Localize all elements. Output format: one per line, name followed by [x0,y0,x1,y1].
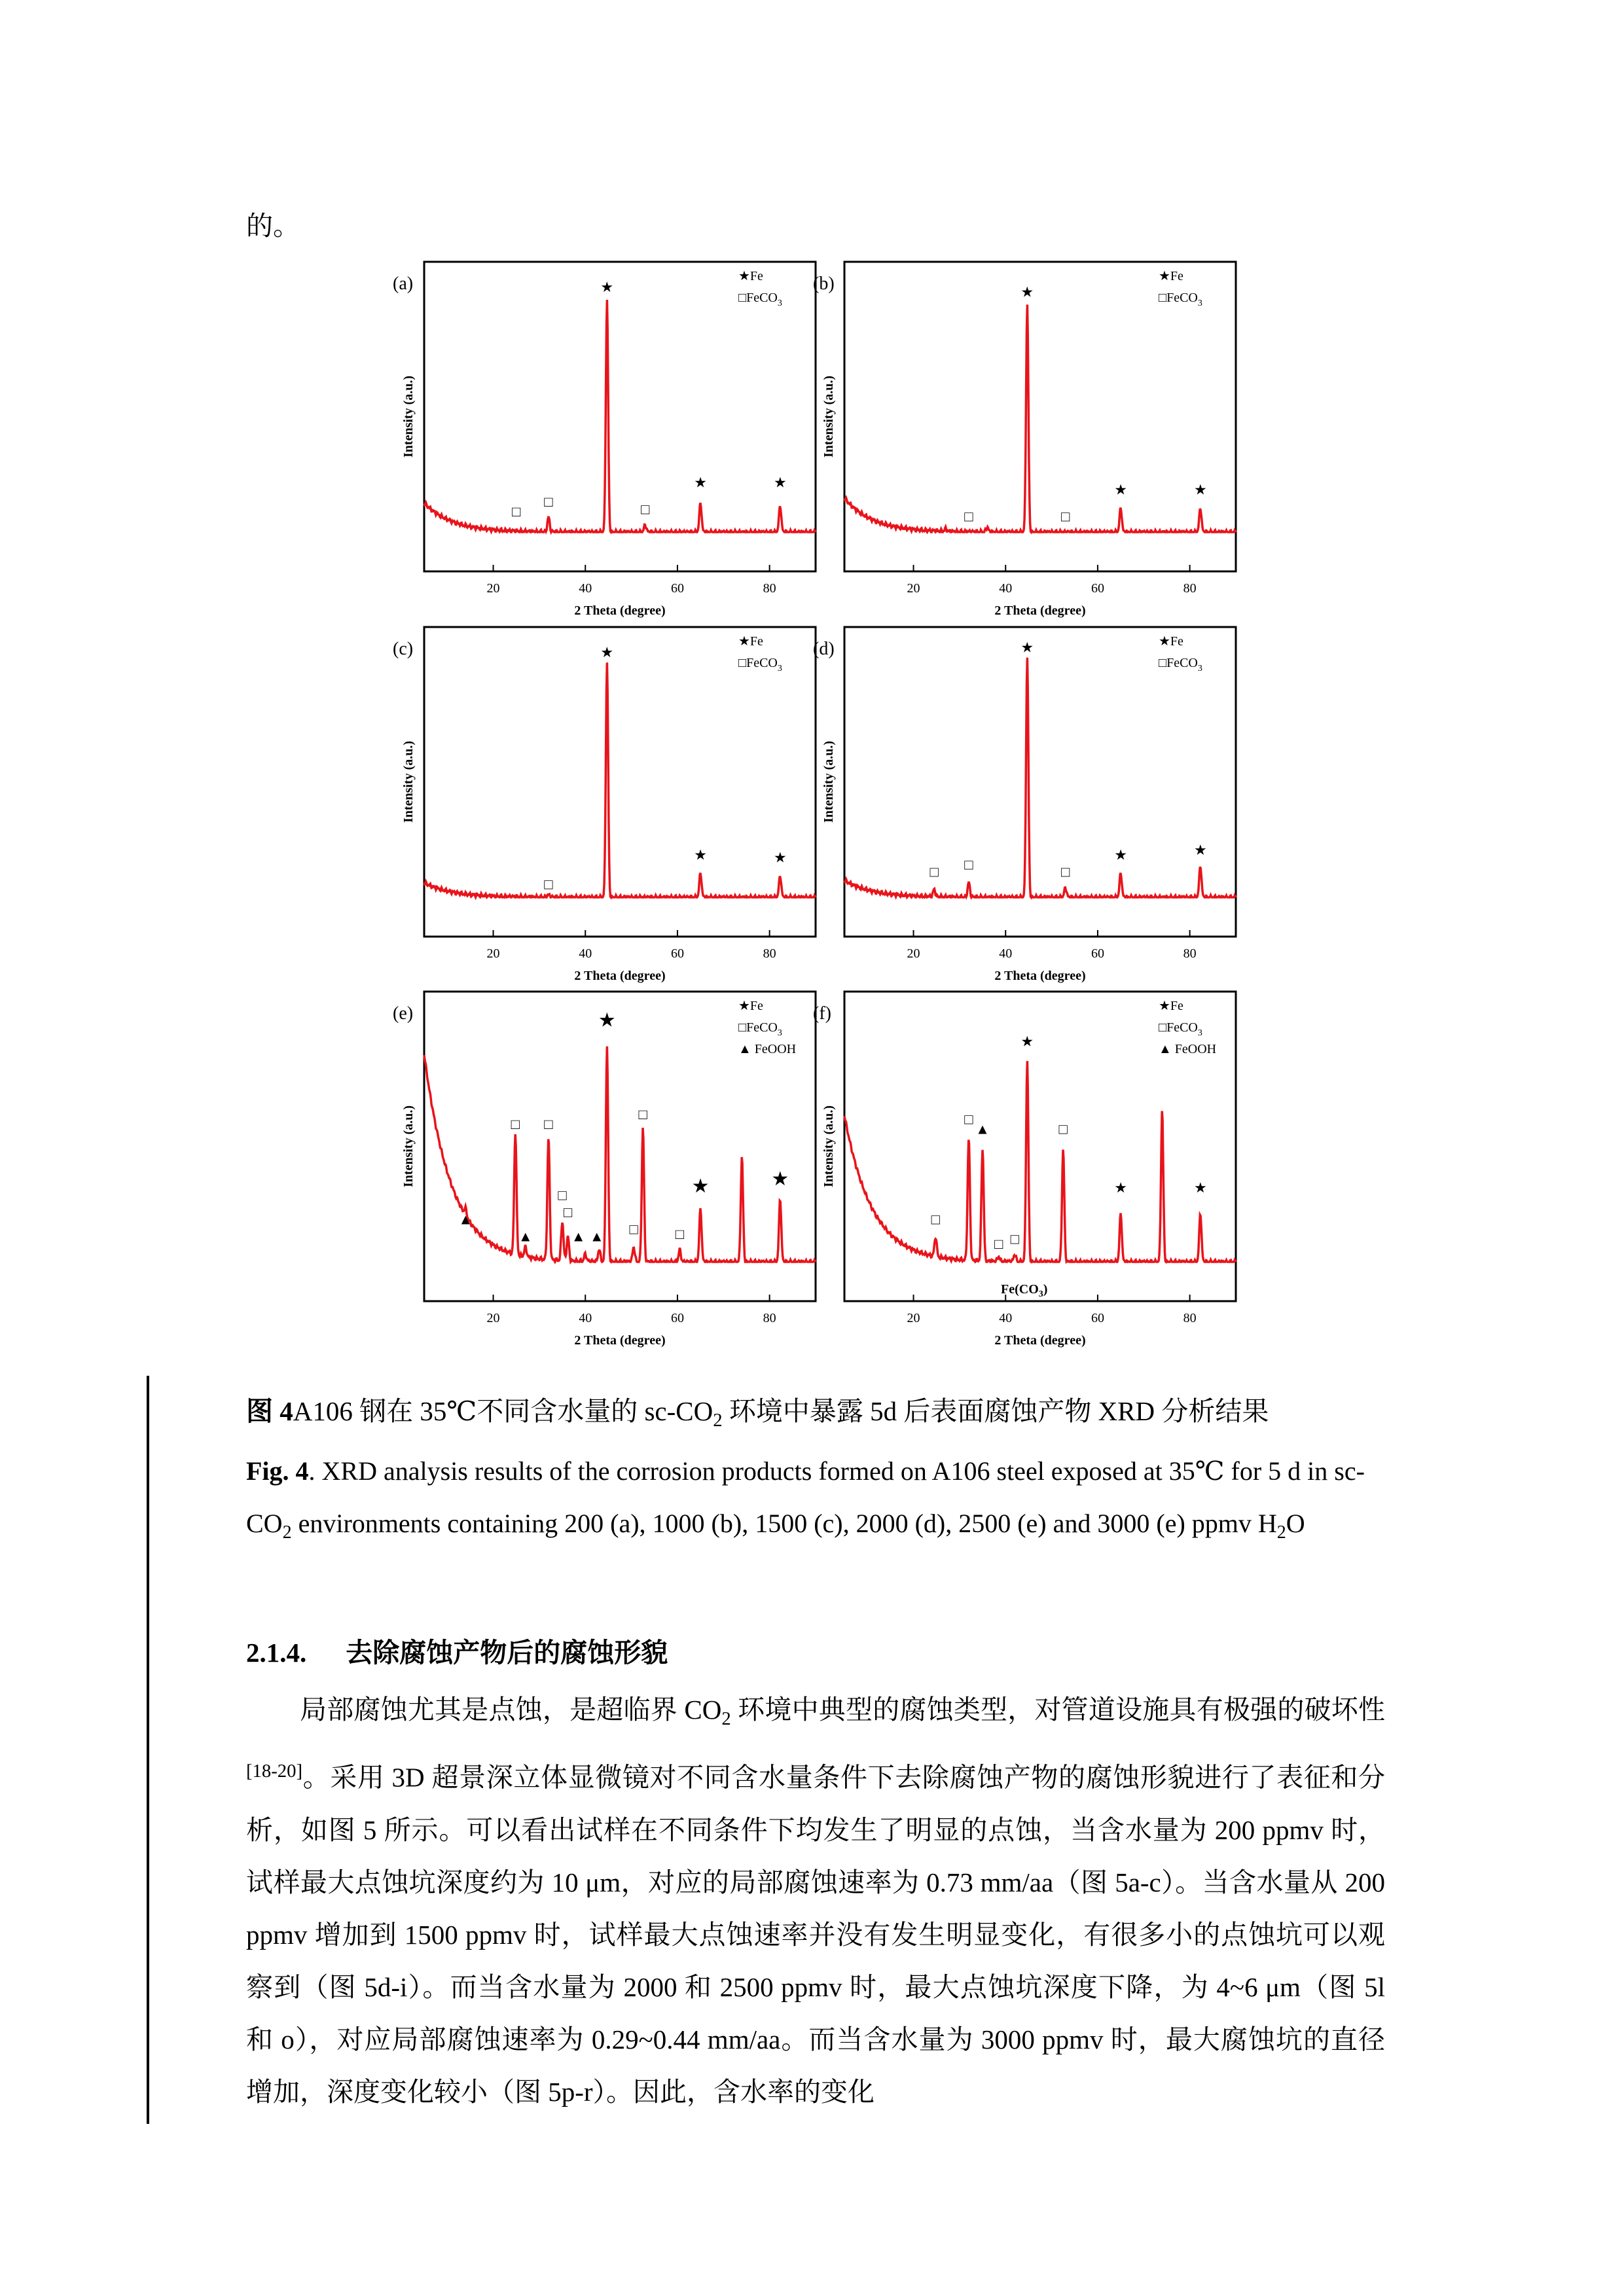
peak-marker: ★ [1114,481,1127,498]
x-tick-label: 80 [763,1311,776,1325]
caption-en-sub2: 2 [1276,1522,1286,1543]
caption-cn-text: A106 钢在 35℃不同含水量的 sc-CO [293,1396,713,1426]
peak-marker: ★ [1114,846,1127,863]
x-axis-label: 2 Theta (degree) [994,1333,1086,1348]
x-tick-label: 40 [999,581,1013,596]
panel-label: (a) [393,274,414,294]
x-tick-label: 40 [579,1311,592,1325]
figure-caption-cn [246,1393,1269,1439]
x-tick-label: 40 [579,946,592,961]
peak-marker: □ [929,863,939,880]
x-tick-label: 20 [907,1311,920,1325]
x-tick-label: 80 [763,581,776,596]
peak-marker: ★ [694,474,707,491]
panel-label: (f) [813,1003,831,1024]
legend-entry: ★Fe [1159,269,1183,283]
caption-en-text2: environments containing 200 (a), 1000 (b), 1500 (c), 2000 (d), 2500 (e) and 3000 (e) ppmv H [291,1509,1277,1538]
x-tick-label: 80 [763,946,776,961]
x-tick-label: 20 [907,581,920,596]
x-tick-label: 60 [670,946,684,961]
xrd-curve [424,300,816,532]
peak-marker: ▲ [571,1228,586,1245]
peak-marker: ▲ [458,1211,473,1228]
xrd-curve [424,1047,816,1262]
panel-label: (d) [813,639,835,659]
plot-frame [844,627,1236,937]
peak-marker: ▲ [975,1121,990,1138]
caption-en-text1: . XRD analysis results of the corrosion products formed on A106 steel exposed at 35℃ for 5 d in sc-CO [246,1456,1365,1538]
section-title: 去除腐蚀产物后的腐蚀形貌 [346,1638,668,1668]
x-tick-label: 80 [1183,1311,1197,1325]
y-axis-label: Intensity (a.u.) [821,375,836,458]
panel-label: (c) [393,639,414,659]
legend-entry: □FeCO$_3$ [1159,656,1202,673]
x-tick-label: 40 [999,1311,1013,1325]
x-tick-label: 80 [1183,946,1197,961]
peak-marker: □ [563,1204,573,1221]
peak-marker: □ [964,1111,973,1128]
x-tick-label: 60 [1091,946,1104,961]
peak-marker: ★ [1193,1179,1207,1196]
legend-entry: □FeCO$_3$ [1159,1020,1202,1038]
x-axis-label: 2 Theta (degree) [574,1333,666,1348]
peak-marker: ★ [1020,283,1034,300]
x-tick-label: 20 [907,946,920,961]
caption-cn-prefix: 图 4 [246,1396,293,1426]
plot-frame [844,992,1236,1301]
peak-marker: □ [1061,508,1070,525]
caption-en-text3: O [1286,1509,1305,1538]
peak-marker: □ [931,1211,940,1228]
xrd-curve [844,658,1236,897]
legend-entry: ▲ FeOOH [738,1042,797,1056]
peak-marker: □ [1061,863,1070,880]
x-axis-label: 2 Theta (degree) [994,969,1086,983]
legend-entry: ★Fe [738,999,763,1013]
peak-marker: □ [512,503,521,520]
peak-marker: ★ [1114,1179,1127,1196]
plot-frame [844,262,1236,571]
legend-entry: ★Fe [738,269,763,283]
x-tick-label: 60 [1091,1311,1104,1325]
figure-caption-en [246,1445,1385,1559]
legend-entry: ▲ FeOOH [1159,1042,1217,1056]
x-tick-label: 60 [670,1311,684,1325]
peak-marker: ★ [694,846,707,863]
peak-marker: □ [638,1106,647,1123]
x-tick-label: 40 [579,581,592,596]
body-p1-sub: 2 [721,1708,731,1730]
xrd-curve [424,662,816,897]
legend-entry: □FeCO$_3$ [1159,291,1202,308]
x-axis-label: 2 Theta (degree) [574,603,666,618]
body-p1b: 环境中典型的腐蚀类型，对管道设施具有极强的破坏性 [731,1695,1385,1725]
legend-entry: ★Fe [738,634,763,649]
peak-marker: □ [544,1116,553,1133]
peak-marker: □ [641,501,650,518]
peak-marker: □ [629,1221,638,1238]
body-paragraph [246,1683,1385,2118]
plot-frame [424,627,816,937]
peak-marker: ★ [773,474,787,491]
plot-frame [424,992,816,1301]
caption-cn-rest: 环境中暴露 5d 后表面腐蚀产物 XRD 分析结果 [722,1396,1269,1426]
peak-marker: ▲ [589,1228,604,1245]
peak-marker: □ [1058,1121,1068,1138]
body-p1a: 局部腐蚀尤其是点蚀，是超临界 CO [300,1695,722,1725]
peak-marker: ▲ [518,1228,533,1245]
peak-marker: □ [964,508,973,525]
margin-change-bar [147,1376,149,2124]
peak-marker: □ [558,1187,567,1204]
peak-marker: □ [675,1225,685,1242]
x-tick-label: 60 [1091,581,1104,596]
peak-marker: □ [964,856,973,873]
x-tick-label: 40 [999,946,1013,961]
plot-frame [424,262,816,571]
x-tick-label: 60 [670,581,684,596]
body-p1c: 。采用 3D 超景深立体显微镜对不同含水量条件下去除腐蚀产物的腐蚀形貌进行了表征和分析，如图 5 所示。可以看出试样在不同条件下均发生了明显的点蚀，当含水量为 200 ppmv 时，试样最大点蚀坑深度约为 10 μm，对应的局部腐蚀速率为 0.73 mm/aa（图 5a-c）。当含水量从 200 ppmv 增加到 1500 ppmv 时，试样最大点蚀速率并没有发生明显变化，有很多小的点蚀坑可以观察到（图 5d-i）。而当含水量为 2000 和 2500 ppmv 时，最大点蚀坑深度下降，为 4~6 μm（图 5l 和 o），对应局部腐蚀速率为 0.29~0.44 mm/aa。而当含水量为 3000 ppmv 时，最大腐蚀坑的直径增加，深度变化较小（图 5p-r）。因此，含水率的变化 [246,1762,1385,2107]
peak-marker: □ [544,876,553,893]
x-axis-label: 2 Theta (degree) [574,969,666,983]
y-axis-label: Intensity (a.u.) [821,740,836,823]
xrd-curve [844,1061,1236,1262]
caption-en-sub1: 2 [282,1522,292,1543]
x-axis-label: 2 Theta (degree) [994,603,1086,618]
section-number: 2.1.4. [246,1638,307,1668]
x-tick-label: 20 [486,1311,500,1325]
peak-marker: □ [1010,1230,1019,1247]
caption-en-prefix: Fig. 4 [246,1456,309,1486]
y-axis-label: Intensity (a.u.) [821,1105,836,1188]
peak-marker: ★ [598,1009,616,1031]
peak-marker: ★ [600,279,614,295]
legend-entry: ★Fe [1159,999,1183,1013]
x-tick-label: 80 [1183,581,1197,596]
x-tick-label: 20 [486,581,500,596]
panel-label: (b) [813,274,835,294]
extra-label: $Fe(CO_3)$ [1001,1282,1048,1299]
section-heading [246,1631,668,1670]
peak-marker: ★ [771,1168,789,1190]
y-axis-label: Intensity (a.u.) [401,1105,416,1188]
peak-marker: ★ [600,644,614,660]
lead-text: 的。 [246,211,300,241]
legend-entry: □FeCO$_3$ [738,656,782,673]
legend-entry: □FeCO$_3$ [738,291,782,308]
legend-entry: □FeCO$_3$ [738,1020,782,1038]
peak-marker: ★ [1020,639,1034,656]
peak-marker: ★ [1020,1033,1034,1050]
peak-marker: ★ [691,1175,710,1198]
peak-marker: □ [994,1235,1003,1252]
body-p1-citation: [18-20] [246,1761,303,1782]
xrd-curve [844,304,1236,532]
peak-marker: ★ [773,849,787,866]
legend-entry: ★Fe [1159,634,1183,649]
y-axis-label: Intensity (a.u.) [401,740,416,823]
panel-label: (e) [393,1003,414,1024]
y-axis-label: Intensity (a.u.) [401,375,416,458]
peak-marker: ★ [1193,842,1207,859]
peak-marker: □ [544,493,553,511]
caption-cn-sub: 2 [713,1410,723,1431]
peak-marker: ★ [1193,481,1207,498]
x-tick-label: 20 [486,946,500,961]
peak-marker: □ [511,1116,520,1133]
